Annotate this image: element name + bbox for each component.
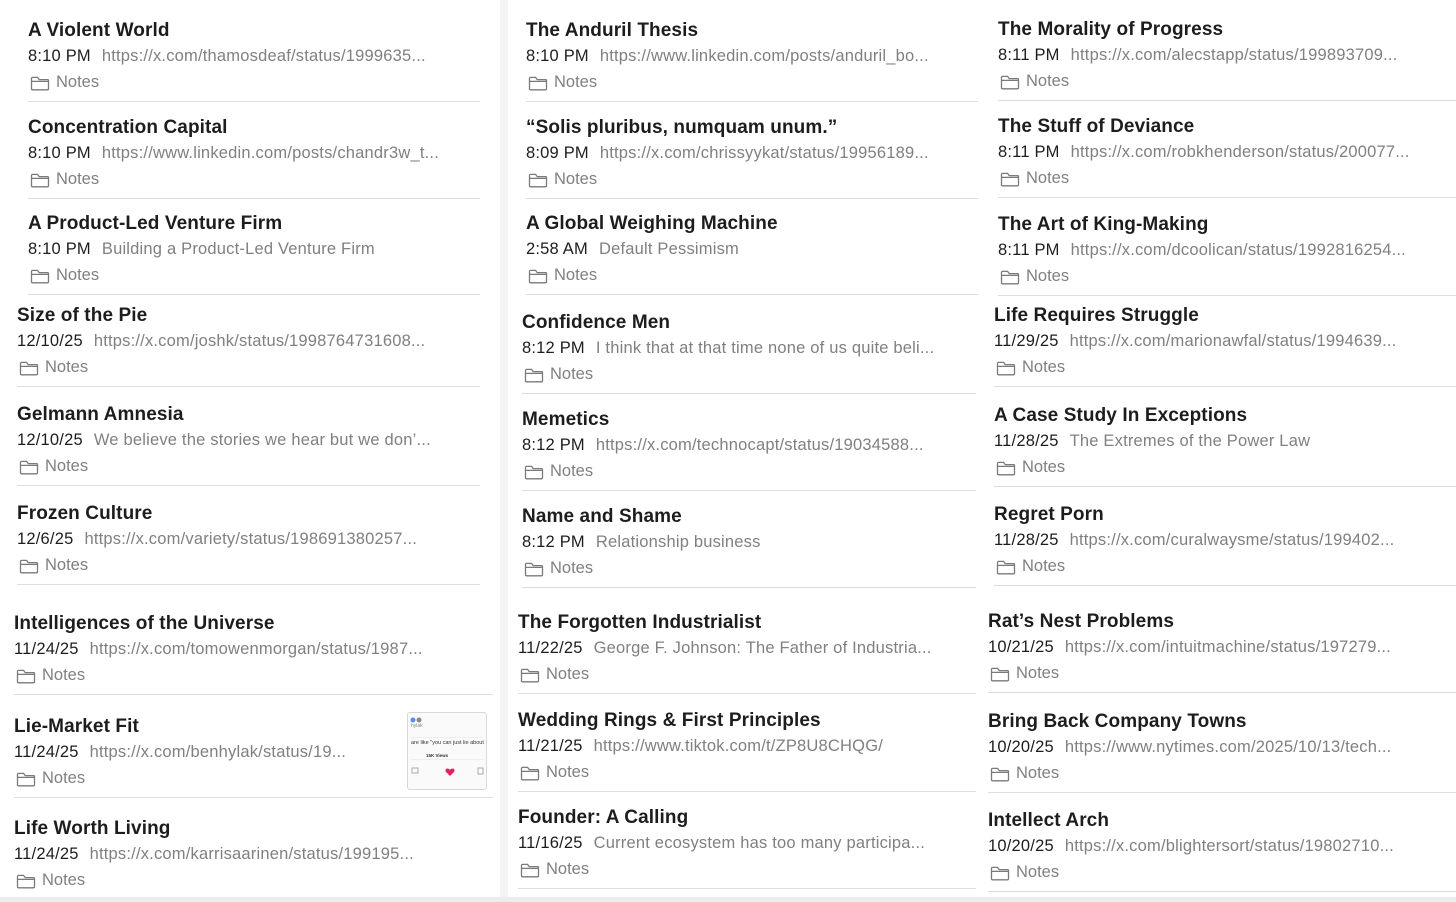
note-card[interactable] [17,487,480,585]
note-title: Concentration Capital [28,117,228,138]
note-timestamp: 12/6/25 [17,530,74,548]
note-timestamp: 2:58 AM [526,240,588,258]
note-title: “Solis pluribus, numquam unum.” [526,117,838,138]
folder-icon [19,459,39,475]
note-preview: Relationship business [595,533,761,551]
folder-label: Notes [1022,458,1066,476]
note-meta [28,144,480,163]
note-card[interactable] [522,393,976,491]
note-thumbnail [407,712,487,790]
note-preview: https://x.com/tomowenmorgan/status/1987... [89,640,423,658]
note-folder [1000,169,1069,188]
note-card[interactable] [526,197,978,295]
note-meta [994,432,1456,451]
note-title: The Art of King-Making [998,214,1209,235]
note-title: Memetics [522,409,610,430]
note-title: Name and Shame [522,506,682,527]
note-title: Frozen Culture [17,503,153,524]
folder-label: Notes [45,358,89,376]
note-timestamp: 8:10 PM [526,47,589,65]
note-timestamp: 8:11 PM [998,241,1060,259]
note-folder [996,358,1065,377]
note-meta [998,46,1456,65]
note-timestamp: 8:10 PM [28,240,91,258]
note-card[interactable] [994,389,1456,487]
note-meta [998,241,1456,260]
note-title: Wedding Rings & First Principles [518,710,821,731]
note-title: Lie-Market Fit [14,716,139,737]
note-preview: https://x.com/alecstapp/status/199893709... [1070,46,1398,64]
note-timestamp: 11/28/25 [994,432,1059,450]
note-meta [17,530,480,549]
note-timestamp: 11/16/25 [518,834,583,852]
folder-label: Notes [56,266,100,284]
folder-label: Notes [42,666,86,684]
note-title: Intelligences of the Universe [14,613,275,634]
note-preview: https://www.linkedin.com/posts/anduril_bo... [599,47,929,65]
notes-column-2 [508,0,986,902]
note-title: Size of the Pie [17,305,148,326]
folder-label: Notes [42,769,86,787]
folder-icon [520,667,540,683]
thumbnail-author: hylak [411,723,423,729]
folder-icon [16,873,36,889]
folder-icon [16,771,36,787]
note-card[interactable] [28,4,480,102]
note-preview: https://x.com/benhylak/status/19... [89,743,347,761]
note-title: Intellect Arch [988,810,1110,831]
note-folder [16,666,85,685]
note-preview: https://www.linkedin.com/posts/chandr3w_t... [101,144,439,162]
note-folder [990,764,1059,783]
note-preview: https://x.com/marionawfal/status/1994639... [1069,332,1397,350]
thumbnail-stats: 15K Views [426,753,449,758]
note-preview: https://x.com/intuitmachine/status/197279... [1064,638,1391,656]
note-preview: https://x.com/variety/status/198691380257... [84,530,418,548]
folder-icon [30,268,50,284]
note-preview: https://www.tiktok.com/t/ZP8U8CHQG/ [593,737,884,755]
note-timestamp: 11/29/25 [994,332,1059,350]
folder-icon [1000,74,1020,90]
folder-label: Notes [550,365,594,383]
note-meta [998,143,1456,162]
note-preview: Current ecosystem has too many participa... [593,834,926,852]
note-timestamp: 8:10 PM [28,144,91,162]
note-timestamp: 8:11 PM [998,143,1060,161]
folder-label: Notes [45,457,89,475]
note-folder [524,365,593,384]
note-card[interactable] [17,289,480,387]
folder-label: Notes [1016,664,1060,682]
note-preview: https://x.com/thamosdeaf/status/1999635... [101,47,426,65]
note-meta [988,638,1456,657]
note-timestamp: 11/24/25 [14,845,79,863]
note-preview: https://x.com/robkhenderson/status/200077... [1070,143,1410,161]
note-card[interactable] [518,791,976,889]
folder-label: Notes [1016,863,1060,881]
folder-icon [520,862,540,878]
folder-icon [528,75,548,91]
folder-label: Notes [554,266,598,284]
folder-label: Notes [1026,169,1070,187]
folder-icon [996,460,1016,476]
note-preview: The Extremes of the Power Law [1069,432,1311,450]
note-meta [522,436,976,455]
note-card[interactable] [988,794,1456,892]
note-meta [14,640,493,659]
note-title: Bring Back Company Towns [988,711,1247,732]
note-meta [526,240,978,259]
note-meta [17,431,480,450]
note-folder [19,457,88,476]
note-timestamp: 8:11 PM [998,46,1060,64]
note-timestamp: 8:10 PM [28,47,91,65]
folder-icon [990,865,1010,881]
note-card[interactable] [518,596,976,694]
note-card[interactable] [998,198,1456,296]
note-preview: https://www.nytimes.com/2025/10/13/tech... [1064,738,1392,756]
note-timestamp: 8:12 PM [522,339,585,357]
note-title: A Violent World [28,20,170,41]
note-preview: George F. Johnson: The Father of Industria... [593,639,932,657]
note-timestamp: 8:09 PM [526,144,589,162]
note-card[interactable] [988,595,1456,693]
note-folder [19,556,88,575]
note-meta [28,240,480,259]
note-folder [19,358,88,377]
note-meta [14,743,397,762]
folder-label: Notes [550,559,594,577]
note-card[interactable] [28,197,480,295]
note-folder [1000,267,1069,286]
note-timestamp: 11/24/25 [14,640,79,658]
note-folder [16,871,85,890]
note-meta [522,339,976,358]
note-meta [988,738,1456,757]
note-timestamp: 8:12 PM [522,533,585,551]
folder-label: Notes [45,556,89,574]
note-card[interactable] [14,700,493,798]
note-preview: https://x.com/dcoolican/status/1992816254... [1070,241,1406,259]
note-card[interactable] [998,3,1456,101]
note-card[interactable] [994,488,1456,586]
note-meta [28,47,480,66]
notes-column-1 [0,0,500,902]
note-preview: Default Pessimism [598,240,739,258]
folder-icon [1000,171,1020,187]
folder-icon [524,367,544,383]
folder-icon [524,464,544,480]
note-preview: https://x.com/joshk/status/1998764731608... [93,332,426,350]
note-meta [17,332,480,351]
note-folder [30,73,99,92]
note-preview: https://x.com/curalwaysme/status/199402... [1069,531,1395,549]
note-timestamp: 11/28/25 [994,531,1059,549]
note-folder [524,559,593,578]
note-meta [522,533,976,552]
folder-label: Notes [1026,267,1070,285]
folder-label: Notes [56,73,100,91]
note-preview: https://x.com/chrissyykat/status/19956189... [599,144,929,162]
folder-label: Notes [554,170,598,188]
note-title: Life Worth Living [14,818,171,839]
note-title: A Case Study In Exceptions [994,405,1248,426]
note-meta [526,47,978,66]
folder-icon [996,360,1016,376]
note-timestamp: 12/10/25 [17,431,83,449]
note-meta [994,531,1456,550]
folder-icon [520,765,540,781]
folder-icon [30,172,50,188]
folder-icon [990,766,1010,782]
note-card[interactable] [522,490,976,588]
folder-icon [990,666,1010,682]
note-title: The Forgotten Industrialist [518,612,762,633]
note-meta [526,144,978,163]
note-folder [30,170,99,189]
note-timestamp: 8:12 PM [522,436,585,454]
note-title: The Morality of Progress [998,19,1224,40]
note-card[interactable] [14,597,493,695]
note-timestamp: 10/20/25 [988,837,1054,855]
note-timestamp: 11/22/25 [518,639,583,657]
folder-label: Notes [546,860,590,878]
folder-label: Notes [546,665,590,683]
note-folder [990,863,1059,882]
note-card[interactable] [17,388,480,486]
note-folder [1000,72,1069,91]
note-title: The Stuff of Deviance [998,116,1195,137]
folder-label: Notes [1026,72,1070,90]
folder-label: Notes [554,73,598,91]
note-title: The Anduril Thesis [526,20,699,41]
note-title: A Product-Led Venture Firm [28,213,283,234]
note-preview: https://x.com/karrisaarinen/status/199195... [89,845,414,863]
note-card[interactable] [526,101,978,199]
folder-icon [19,558,39,574]
note-folder [524,462,593,481]
folder-icon [528,172,548,188]
folder-label: Notes [1016,764,1060,782]
note-card[interactable] [998,100,1456,198]
note-timestamp: 11/21/25 [518,737,583,755]
note-card[interactable] [994,289,1456,387]
note-timestamp: 12/10/25 [17,332,83,350]
note-preview: Building a Product-Led Venture Firm [101,240,375,258]
note-folder [528,266,597,285]
folder-label: Notes [1022,358,1066,376]
note-card[interactable] [28,101,480,199]
folder-icon [16,668,36,684]
note-meta [518,834,976,853]
note-title: A Global Weighing Machine [526,213,778,234]
folder-label: Notes [550,462,594,480]
note-meta [988,837,1456,856]
folder-label: Notes [1022,557,1066,575]
note-folder [528,170,597,189]
note-meta [14,845,493,864]
note-folder [30,266,99,285]
note-folder [990,664,1059,683]
note-folder [520,763,589,782]
note-title: Gelmann Amnesia [17,404,184,425]
note-title: Life Requires Struggle [994,305,1199,326]
thumbnail-text: are like "you can just lie about [411,740,484,746]
note-title: Founder: A Calling [518,807,689,828]
note-card[interactable] [526,4,978,102]
note-title: Rat’s Nest Problems [988,611,1174,632]
notes-column-3 [986,0,1456,902]
note-preview: https://x.com/blightersort/status/19802710... [1064,837,1394,855]
note-meta [994,332,1456,351]
note-preview: I think that at that time none of us quite beli... [595,339,935,357]
note-folder [520,665,589,684]
note-card[interactable] [518,694,976,792]
note-timestamp: 11/24/25 [14,743,79,761]
note-preview: We believe the stories we hear but we don’... [93,431,431,449]
folder-label: Notes [42,871,86,889]
note-title: Regret Porn [994,504,1104,525]
note-folder [528,73,597,92]
note-timestamp: 10/20/25 [988,738,1054,756]
note-folder [996,458,1065,477]
folder-label: Notes [546,763,590,781]
note-folder [996,557,1065,576]
folder-icon [30,75,50,91]
note-card[interactable] [988,695,1456,793]
note-timestamp: 10/21/25 [988,638,1054,656]
note-preview: https://x.com/technocapt/status/19034588... [595,436,924,454]
folder-icon [996,559,1016,575]
note-meta [518,737,976,756]
bottom-edge [0,897,1456,902]
note-card[interactable] [14,802,493,900]
note-title: Confidence Men [522,312,671,333]
note-meta [518,639,976,658]
note-folder [16,769,85,788]
folder-icon [19,360,39,376]
folder-icon [528,268,548,284]
folder-label: Notes [56,170,100,188]
note-card[interactable] [522,296,976,394]
note-folder [520,860,589,879]
folder-icon [524,561,544,577]
folder-icon [1000,269,1020,285]
